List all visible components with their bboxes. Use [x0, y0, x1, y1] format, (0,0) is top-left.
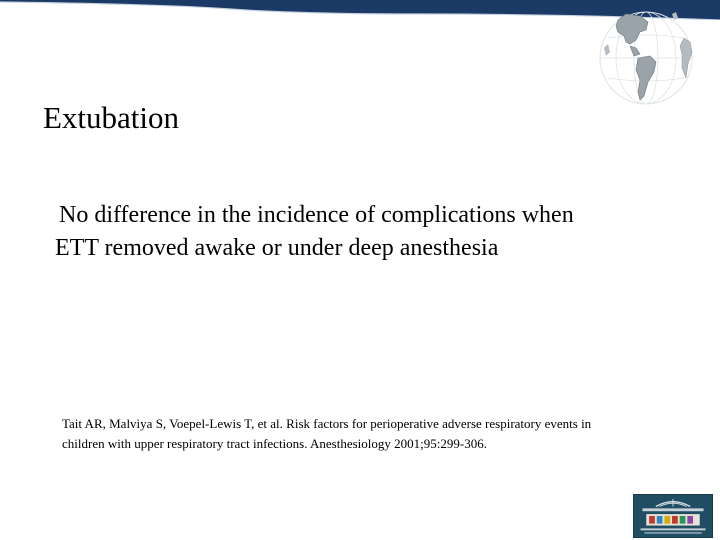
citation [62, 414, 662, 454]
body-line: No difference in the incidence of complications when [59, 202, 574, 228]
citation-line: Tait AR, Malviya S, Voepel-Lewis T, et al. Risk factors for perioperative adverse respiratory events in [62, 416, 592, 431]
society-logo-icon [633, 494, 713, 538]
body-text [55, 199, 695, 265]
globe-americas-icon [596, 8, 702, 108]
citation-line: children with upper respiratory tract infections. Anesthesiology 2001;95:299-306. [62, 436, 487, 451]
slide-title: Extubation [43, 100, 180, 135]
body-line: ETT removed awake or under deep anesthesia [55, 235, 499, 261]
